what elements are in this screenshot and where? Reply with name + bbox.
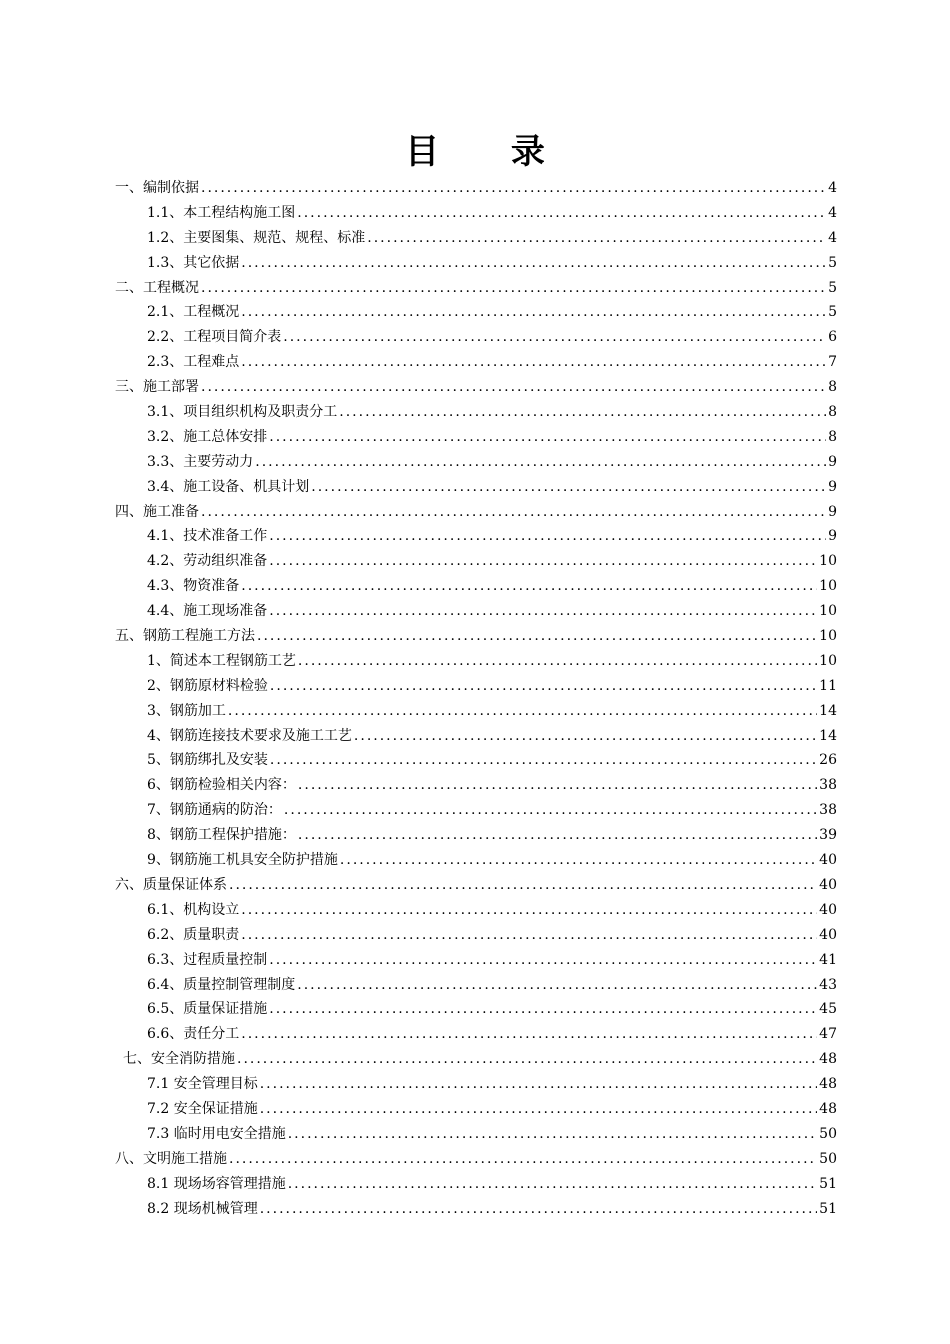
toc-entry-label: 1.2、主要图集、规范、规程、标准: [147, 229, 366, 246]
toc-entry-label: 6.3、过程质量控制: [147, 951, 268, 968]
toc-leader-dots: [269, 549, 817, 574]
toc-entry-label: 一、编制依据: [115, 180, 199, 196]
toc-leader-dots: [229, 873, 817, 898]
toc-entry[interactable]: [115, 1022, 837, 1047]
toc-leader-dots: [297, 973, 817, 998]
toc-leader-dots: [237, 1047, 817, 1072]
toc-entry-page: 5: [828, 254, 837, 271]
toc-leader-dots: [241, 574, 817, 599]
toc-entry-label: 3.2、施工总体安排: [147, 428, 268, 445]
toc-entry-label: 二、工程概况: [115, 279, 199, 296]
toc-entry[interactable]: [115, 1197, 837, 1222]
toc-entry-label: 4.2、劳动组织准备: [147, 553, 268, 570]
toc-leader-dots: [340, 848, 817, 873]
toc-entry[interactable]: [115, 176, 837, 201]
toc-leader-dots: [284, 798, 817, 823]
toc-entry-page: 48: [819, 1051, 837, 1068]
toc-leader-dots: [367, 226, 826, 251]
toc-entry-label: 八、文明施工措施: [115, 1150, 227, 1167]
toc-entry-page: 10: [819, 578, 837, 595]
toc-leader-dots: [298, 823, 817, 848]
toc-entry-page: 51: [819, 1200, 837, 1217]
toc-entry[interactable]: [115, 475, 837, 500]
toc-entry-page: 45: [819, 1001, 837, 1018]
toc-leader-dots: [269, 524, 826, 549]
toc-entry-page: 40: [819, 901, 837, 918]
toc-entry[interactable]: [115, 748, 837, 773]
toc-leader-dots: [283, 325, 826, 350]
toc-entry[interactable]: [115, 1122, 837, 1147]
toc-entry[interactable]: [115, 948, 837, 973]
toc-leader-dots: [288, 1122, 817, 1147]
toc-leader-dots: [229, 1147, 817, 1172]
toc-entry-page: 38: [819, 802, 837, 819]
toc-entry-label: 七、安全消防措施: [123, 1051, 235, 1068]
toc-entry[interactable]: [115, 251, 837, 276]
toc-leader-dots: [241, 300, 826, 325]
toc-entry[interactable]: [115, 300, 837, 325]
toc-entry[interactable]: [115, 923, 837, 948]
toc-entry-label: 3、钢筋加工: [147, 702, 226, 719]
toc-entry[interactable]: [115, 325, 837, 350]
toc-entry-label: 六、质量保证体系: [115, 876, 227, 893]
toc-entry-label: 7、钢筋通病的防治：: [147, 802, 282, 819]
toc-entry[interactable]: [115, 997, 837, 1022]
toc-entry-label: 4.3、物资准备: [147, 578, 240, 595]
toc-entry-label: 8.2 现场机械管理: [147, 1200, 258, 1217]
toc-entry-page: 4: [828, 204, 837, 221]
toc-entry-label: 7.1 安全管理目标: [147, 1076, 258, 1093]
toc-entry-page: 48: [819, 1100, 837, 1117]
toc-entry-label: 9、钢筋施工机具安全防护措施: [147, 852, 338, 869]
toc-entry-label: 8.1 现场场容管理措施: [147, 1175, 286, 1192]
toc-entry[interactable]: [115, 549, 837, 574]
toc-entry-label: 2.1、工程概况: [147, 304, 240, 321]
toc-entry-page: 10: [819, 652, 837, 669]
toc-entry-page: 10: [819, 628, 837, 645]
toc-entry-page: 48: [819, 1076, 837, 1093]
toc-entry[interactable]: [115, 450, 837, 475]
toc-leader-dots: [269, 997, 817, 1022]
toc-entry-label: 3.3、主要劳动力: [147, 453, 254, 470]
toc-entry[interactable]: [115, 599, 837, 624]
toc-entry-label: 1.1、本工程结构施工图: [147, 204, 296, 221]
toc-leader-dots: [255, 450, 826, 475]
toc-entry-label: 三、施工部署: [115, 379, 199, 396]
toc-entry[interactable]: [115, 674, 837, 699]
toc-entry-page: 14: [819, 702, 837, 719]
toc-entry-page: 8: [828, 404, 837, 421]
toc-leader-dots: [201, 176, 826, 201]
toc-entry[interactable]: [115, 524, 837, 549]
toc-leader-dots: [270, 674, 817, 699]
toc-entry-page: 8: [828, 428, 837, 445]
toc-entry-label: 四、施工准备: [115, 503, 199, 520]
toc-leader-dots: [354, 724, 817, 749]
toc-leader-dots: [339, 400, 826, 425]
toc-entry-page: 43: [819, 976, 837, 993]
toc-leader-dots: [269, 425, 826, 450]
toc-entry-label: 1、简述本工程钢筋工艺: [147, 652, 296, 669]
toc-entry-page: 40: [819, 926, 837, 943]
toc-entry-page: 8: [828, 379, 837, 396]
toc-entry[interactable]: [115, 823, 837, 848]
toc-entry-page: 9: [828, 478, 837, 495]
toc-leader-dots: [201, 276, 826, 301]
toc-entry-label: 6.6、责任分工: [147, 1026, 240, 1043]
toc-entry-page: 5: [828, 279, 837, 296]
toc-entry-page: 7: [828, 354, 837, 371]
toc-entry-page: 50: [819, 1125, 837, 1142]
toc-entry[interactable]: [115, 873, 837, 898]
toc-leader-dots: [270, 748, 817, 773]
toc-entry[interactable]: [115, 1047, 837, 1072]
toc-leader-dots: [241, 898, 817, 923]
toc-entry-label: 3.1、项目组织机构及职责分工: [147, 404, 338, 421]
toc-entry-page: 9: [828, 503, 837, 520]
toc-entry-page: 11: [819, 677, 837, 694]
toc-entry-page: 9: [828, 453, 837, 470]
toc-leader-dots: [241, 923, 817, 948]
toc-entry-page: 5: [828, 304, 837, 321]
toc-entry-page: 41: [819, 951, 837, 968]
toc-leader-dots: [260, 1072, 817, 1097]
toc-entry[interactable]: [115, 724, 837, 749]
toc-entry-label: 6.5、质量保证措施: [147, 1001, 268, 1018]
toc-entry-page: 6: [828, 329, 837, 346]
toc-leader-dots: [257, 624, 817, 649]
toc-entry[interactable]: [115, 350, 837, 375]
toc-entry[interactable]: [115, 1172, 837, 1197]
toc-entry-page: 4: [828, 180, 837, 196]
toc-entry-label: 2.2、工程项目简介表: [147, 329, 282, 346]
toc-entry[interactable]: [115, 1147, 837, 1172]
toc-entry-label: 4、钢筋连接技术要求及施工工艺: [147, 727, 352, 744]
toc-leader-dots: [241, 350, 826, 375]
toc-entry[interactable]: [115, 699, 837, 724]
toc-entry-label: 1.3、其它依据: [147, 254, 240, 271]
toc-entry-page: 14: [819, 727, 837, 744]
toc-entry-label: 6.2、质量职责: [147, 926, 240, 943]
toc-entry[interactable]: [115, 848, 837, 873]
toc-entry[interactable]: [115, 400, 837, 425]
toc-entry-label: 6.1、机构设立: [147, 901, 240, 918]
toc-leader-dots: [288, 1172, 817, 1197]
toc-entry-label: 4.4、施工现场准备: [147, 603, 268, 620]
toc-leader-dots: [260, 1097, 817, 1122]
toc-entry-page: 9: [828, 528, 837, 545]
toc-entry-label: 6.4、质量控制管理制度: [147, 976, 296, 993]
toc-entry-label: 6、钢筋检验相关内容：: [147, 777, 296, 794]
toc-entry-label: 7.3 临时用电安全措施: [147, 1125, 286, 1142]
toc-entry-page: 10: [819, 603, 837, 620]
toc-entry[interactable]: [115, 1097, 837, 1122]
toc-entry-label: 8、钢筋工程保护措施：: [147, 827, 296, 844]
toc-entry-label: 7.2 安全保证措施: [147, 1100, 258, 1117]
toc-entry-page: 40: [819, 852, 837, 869]
toc-leader-dots: [241, 1022, 817, 1047]
toc-entry[interactable]: [115, 898, 837, 923]
toc-entry-label: 3.4、施工设备、机具计划: [147, 478, 310, 495]
toc-entry-page: 10: [819, 553, 837, 570]
toc-entry-page: 4: [828, 229, 837, 246]
toc-entry[interactable]: [115, 574, 837, 599]
toc-leader-dots: [241, 251, 826, 276]
toc-entry[interactable]: [115, 773, 837, 798]
toc-entry-page: 40: [819, 876, 837, 893]
toc-leader-dots: [228, 699, 817, 724]
toc-entry-label: 4.1、技术准备工作: [147, 528, 268, 545]
toc-leader-dots: [297, 201, 826, 226]
toc-entry[interactable]: [115, 624, 837, 649]
toc-leader-dots: [201, 500, 826, 525]
toc-entry-label: 2、钢筋原材料检验: [147, 677, 268, 694]
toc-entry[interactable]: [115, 500, 837, 525]
toc-leader-dots: [311, 475, 826, 500]
toc-entry[interactable]: [115, 226, 837, 251]
toc-entry-label: 2.3、工程难点: [147, 354, 240, 371]
toc-entry-page: 39: [819, 827, 837, 844]
toc-entry[interactable]: [115, 425, 837, 450]
toc-leader-dots: [201, 375, 826, 400]
toc-entry-page: 50: [819, 1150, 837, 1167]
toc-leader-dots: [269, 948, 817, 973]
toc-leader-dots: [298, 649, 817, 674]
toc-entry[interactable]: [115, 798, 837, 823]
toc-entry-page: 47: [819, 1026, 837, 1043]
table-of-contents: [115, 176, 837, 1221]
toc-entry[interactable]: [115, 375, 837, 400]
toc-entry-page: 51: [819, 1175, 837, 1192]
toc-entry-label: 5、钢筋绑扎及安装: [147, 752, 268, 769]
toc-entry-page: 38: [819, 777, 837, 794]
toc-entry[interactable]: [115, 973, 837, 998]
toc-leader-dots: [269, 599, 817, 624]
toc-entry-label: 五、钢筋工程施工方法: [115, 628, 255, 645]
page-title: 目 录: [405, 132, 575, 172]
toc-entry[interactable]: [115, 1072, 837, 1097]
toc-leader-dots: [298, 773, 817, 798]
toc-entry[interactable]: [115, 276, 837, 301]
toc-entry-page: 26: [819, 752, 837, 769]
toc-entry[interactable]: [115, 201, 837, 226]
toc-entry[interactable]: [115, 649, 837, 674]
toc-leader-dots: [260, 1197, 817, 1222]
